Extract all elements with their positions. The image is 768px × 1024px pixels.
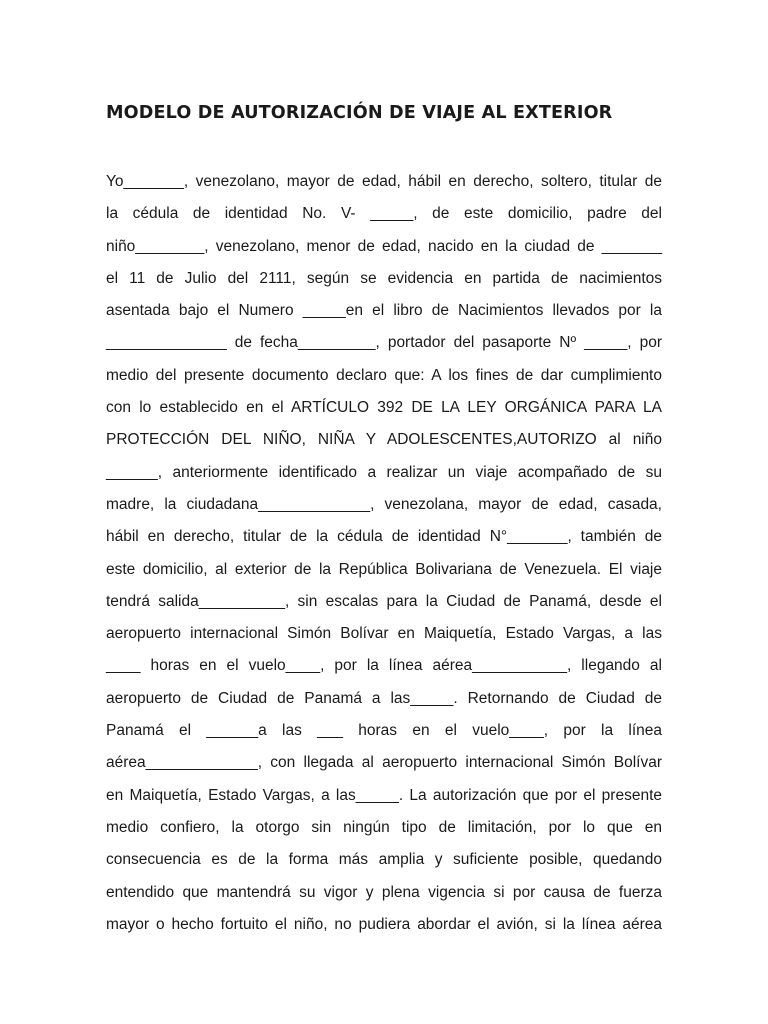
body-line: medio del presente documento declaro que: A los fines de dar cumplimiento (106, 366, 662, 384)
body-line: en Maiquetía, Estado Vargas, a las_____. La autorización que por el presente (106, 786, 662, 804)
body-line: la cédula de identidad No. V- _____, de este domicilio, padre del (106, 205, 662, 223)
body-line: ____ horas en el vuelo____, por la línea aérea___________, llegando al (106, 657, 662, 675)
body-line: mayor o hecho fortuito el niño, no pudiera abordar el avión, si la línea aérea (106, 915, 662, 933)
document-body (106, 166, 662, 941)
body-line: tendrá salida__________, sin escalas para la Ciudad de Panamá, desde el (106, 592, 662, 610)
body-line: el 11 de Julio del 2111, según se evidencia en partida de nacimientos (106, 269, 662, 287)
body-line: ______________ de fecha_________, portador del pasaporte Nº _____, por (106, 334, 662, 352)
body-line: hábil en derecho, titular de la cédula de identidad N°_______, también de (106, 528, 662, 546)
body-line: consecuencia es de la forma más amplia y suficiente posible, quedando (106, 851, 662, 869)
document-title: MODELO DE AUTORIZACIÓN DE VIAJE AL EXTERIOR (106, 103, 613, 123)
body-line: con lo establecido en el ARTÍCULO 392 DE LA LEY ORGÁNICA PARA LA (106, 399, 662, 417)
body-line: madre, la ciudadana_____________, venezolana, mayor de edad, casada, (106, 495, 662, 513)
body-line: aeropuerto internacional Simón Bolívar en Maiquetía, Estado Vargas, a las (106, 625, 662, 643)
body-line: Panamá el ______a las ___ horas en el vuelo____, por la línea (106, 722, 662, 740)
body-line: medio confiero, la otorgo sin ningún tipo de limitación, por lo que en (106, 818, 662, 836)
body-line: ______, anteriormente identificado a realizar un viaje acompañado de su (106, 463, 662, 481)
body-line: aeropuerto de Ciudad de Panamá a las_____. Retornando de Ciudad de (106, 689, 662, 707)
body-line: este domicilio, al exterior de la República Bolivariana de Venezuela. El viaje (106, 560, 662, 578)
body-line: Yo_______, venezolano, mayor de edad, hábil en derecho, soltero, titular de (106, 173, 662, 190)
body-line: asentada bajo el Numero _____en el libro de Nacimientos llevados por la (106, 302, 662, 320)
body-line: entendido que mantendrá su vigor y plena vigencia si por causa de fuerza (106, 883, 662, 901)
body-line: niño________, venezolano, menor de edad, nacido en la ciudad de _______ (106, 237, 662, 255)
body-line: PROTECCIÓN DEL NIÑO, NIÑA Y ADOLESCENTES,AUTORIZO al niño (106, 431, 662, 449)
body-line: aérea_____________, con llegada al aeropuerto internacional Simón Bolívar (106, 754, 662, 772)
